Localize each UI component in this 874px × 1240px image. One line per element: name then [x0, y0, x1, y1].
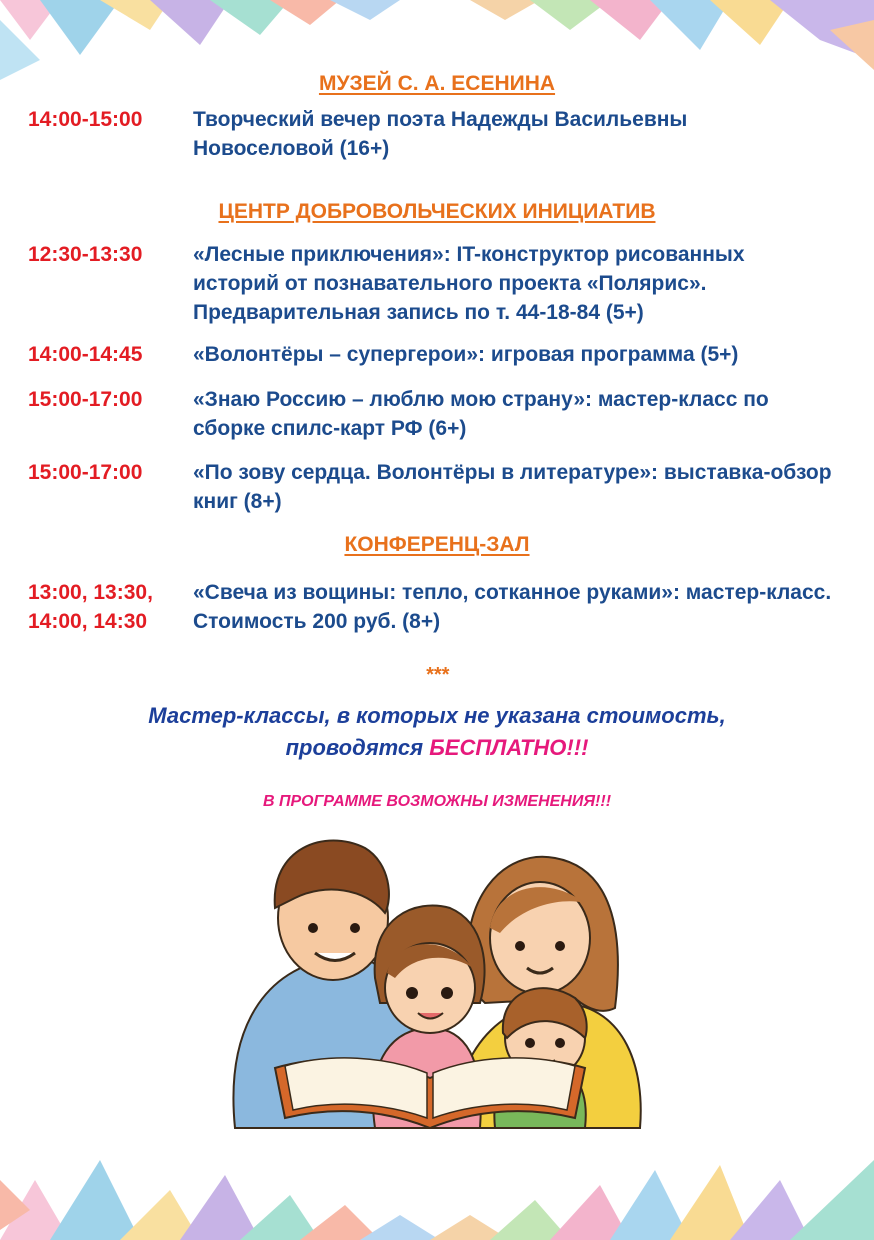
event-row [28, 578, 848, 636]
event-description: «Свеча из вощины: тепло, сотканное руками»: мастер-класс. Стоимость 200 руб. (8+) [193, 581, 832, 633]
event-description: «Волонтёры – супергерои»: игровая программа (5+) [193, 343, 739, 366]
event-time: 12:30-13:30 [28, 243, 143, 266]
free-note-prefix: проводятся [285, 735, 424, 760]
family-reading-illustration [215, 828, 665, 1138]
event-description: «Лесные приключения»: IT-конструктор рисованных историй от познавательного проекта «Полярис». Предварительная запись по т. 44-18-84 (5+) [193, 243, 745, 324]
free-note-line2 [0, 732, 874, 764]
section-title-conference-hall: КОНФЕРЕНЦ-ЗАЛ [344, 533, 530, 556]
section-title-volunteer-center: ЦЕНТР ДОБРОВОЛЬЧЕСКИХ ИНИЦИАТИВ [218, 200, 656, 223]
event-row [28, 340, 848, 369]
changes-warning: В ПРОГРАММЕ ВОЗМОЖНЫ ИЗМЕНЕНИЯ!!! [262, 793, 612, 810]
event-row [28, 105, 848, 163]
section-title-esenin-museum: МУЗЕЙ С. А. ЕСЕНИНА [318, 72, 556, 95]
event-description: Творческий вечер поэта Надежды Васильевны Новоселовой (16+) [193, 108, 688, 160]
event-time: 14:00-15:00 [28, 108, 143, 131]
event-time: 15:00-17:00 [28, 461, 143, 484]
top-decorative-pattern [0, 0, 874, 80]
event-row [28, 458, 848, 516]
event-description: «Знаю Россию – люблю мою страну»: мастер-класс по сборке спилс-карт РФ (6+) [193, 388, 769, 440]
event-time: 14:00-14:45 [28, 343, 143, 366]
bottom-decorative-pattern [0, 1120, 874, 1240]
free-note-highlight: БЕСПЛАТНО!!! [429, 735, 589, 760]
event-time: 15:00-17:00 [28, 388, 143, 411]
event-row [28, 240, 848, 327]
free-note-line1: Мастер-классы, в которых не указана стоимость, [148, 703, 726, 728]
event-description: «По зову сердца. Волонтёры в литературе»: выставка-обзор книг (8+) [193, 461, 832, 513]
separator-stars: *** [425, 664, 449, 686]
event-row [28, 385, 848, 443]
event-time: 13:00, 13:30, 14:00, 14:30 [28, 581, 153, 633]
